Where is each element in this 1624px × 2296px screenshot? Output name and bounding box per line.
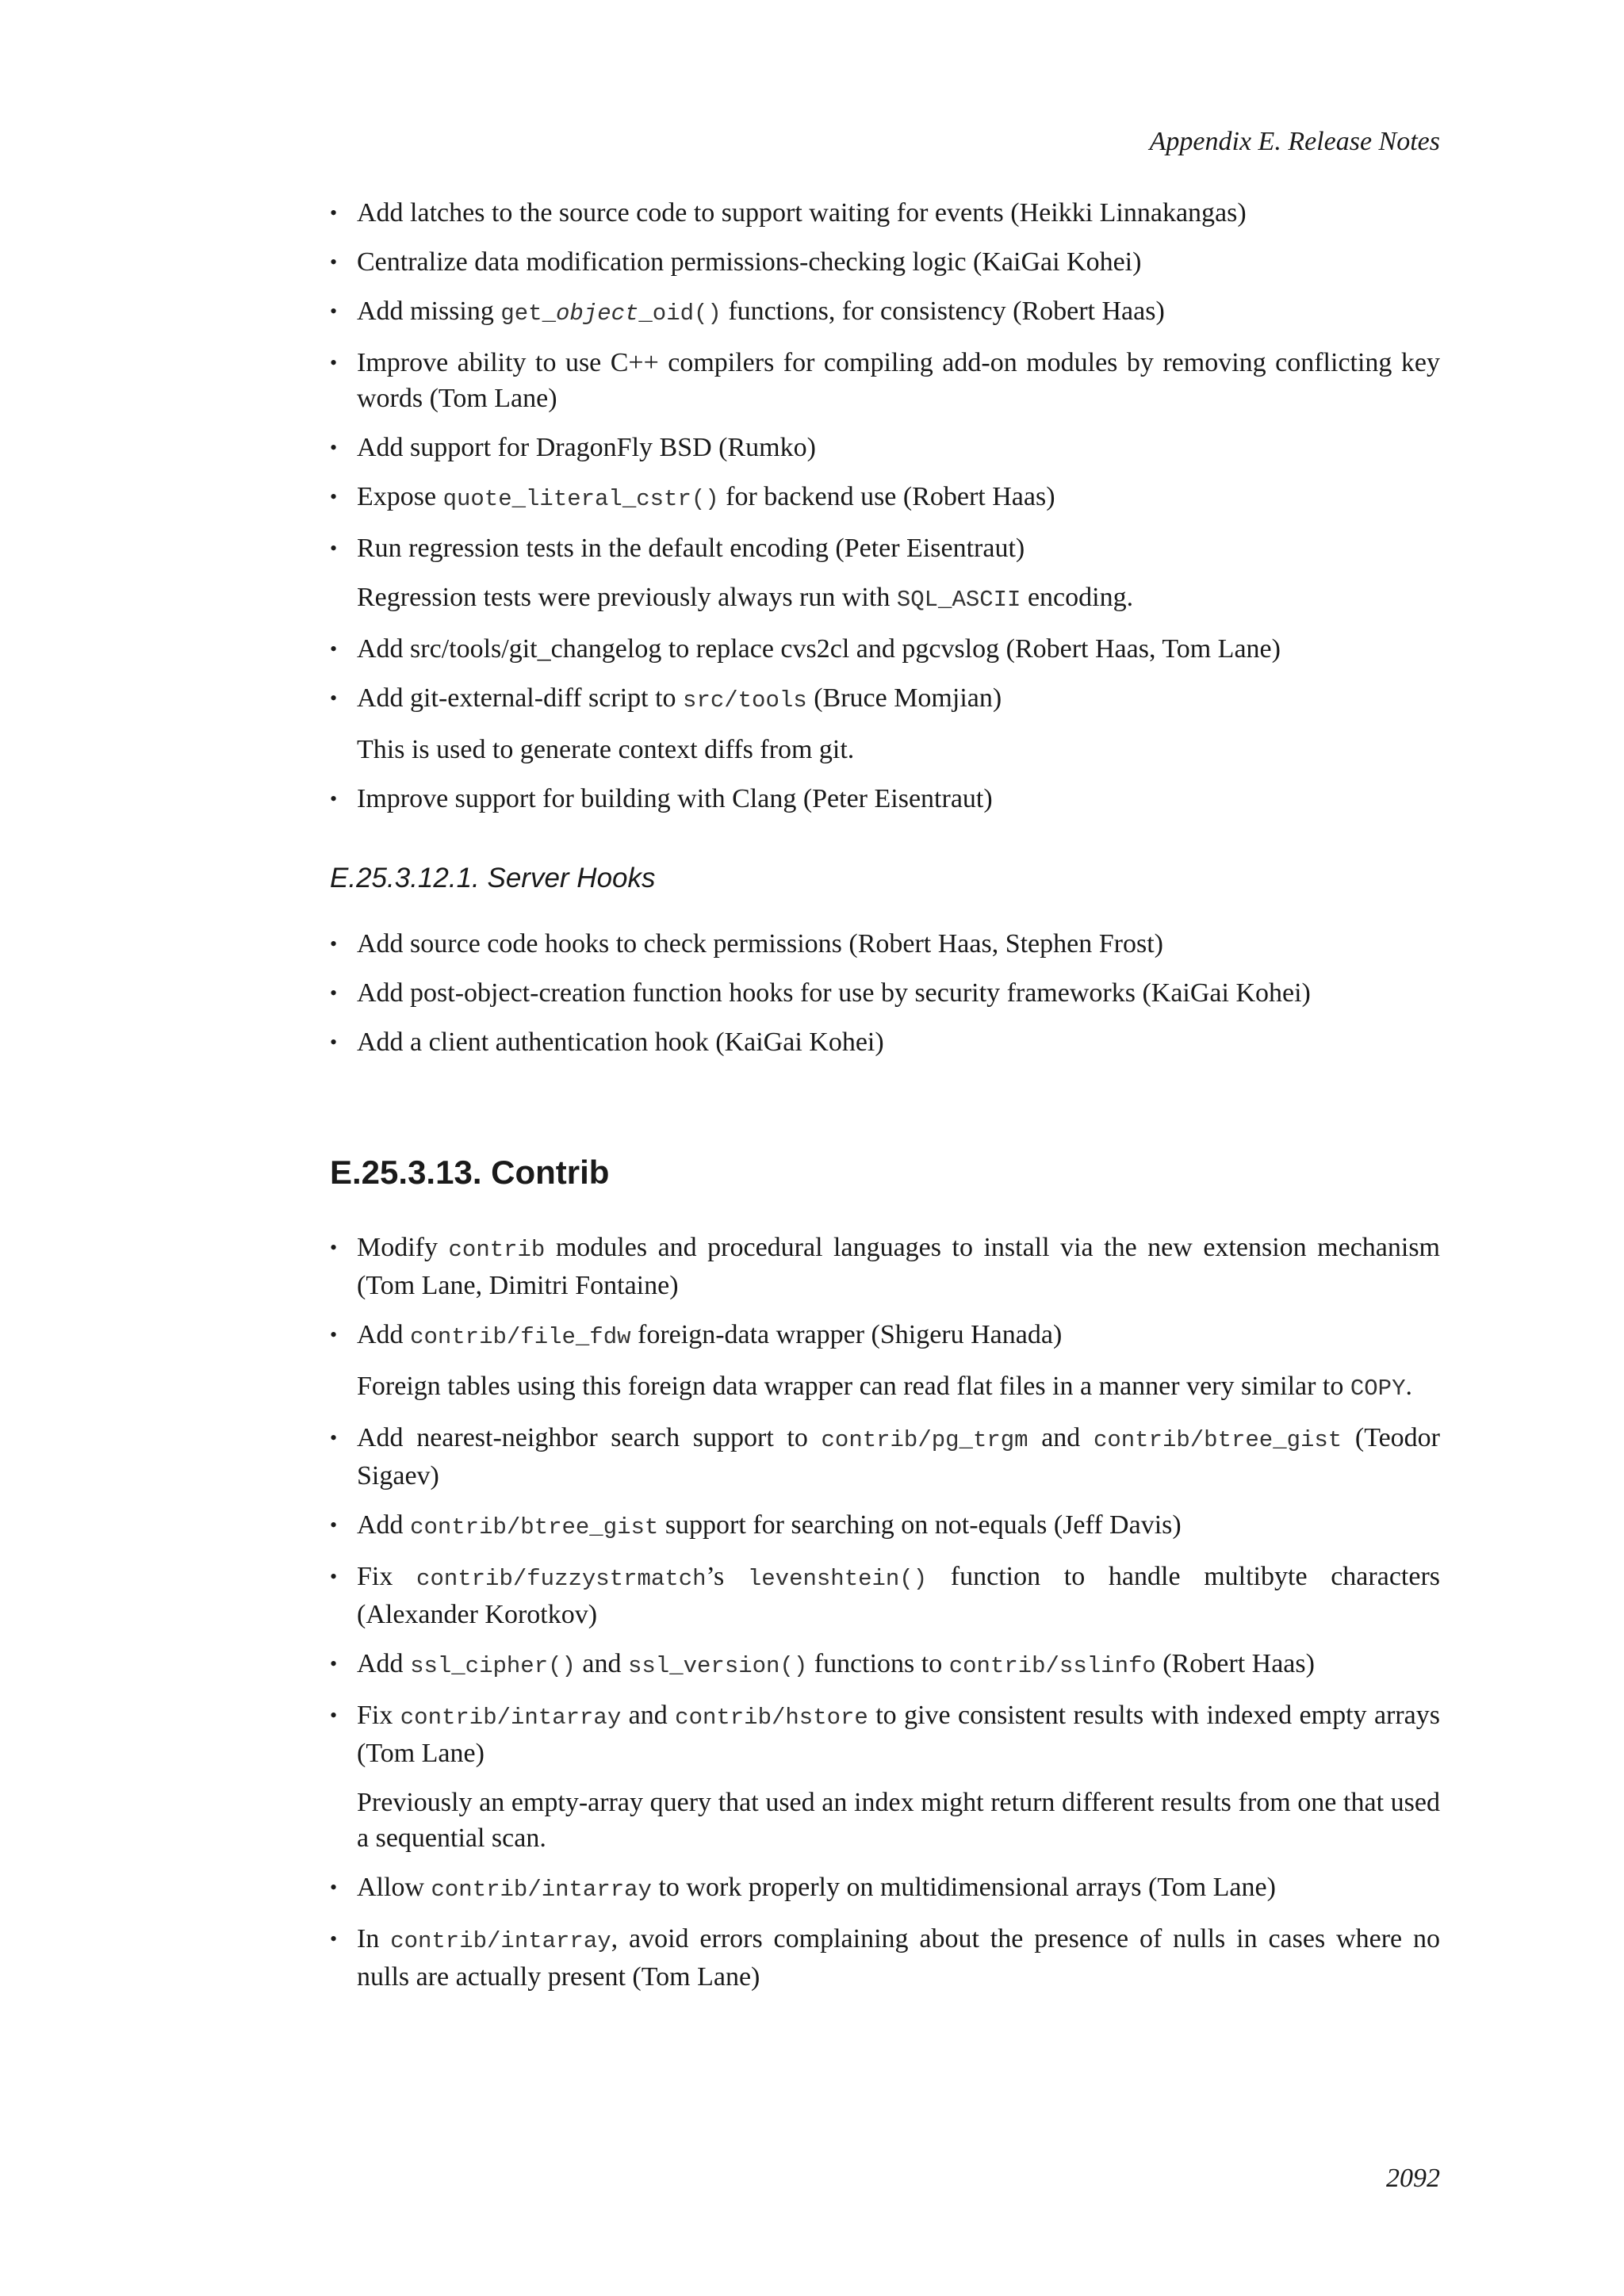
code-term: levenshtein() (747, 1566, 928, 1592)
list-item: • Add latches to the source code to support waiting for events (Heikki Linnakangas) (330, 195, 1440, 231)
section-heading: E.25.3.13. Contrib (330, 1154, 610, 1191)
list-item: • Add contrib/file_fdw foreign-data wrapper (Shigeru Hanada) Foreign tables using this foreign data wrapper can read flat files in a manner very similar to COPY. (330, 1317, 1440, 1406)
item-note: Regression tests were previously always run with SQL_ASCII encoding. (357, 583, 1134, 613)
list-item: • Allow contrib/intarray to work properly on multidimensional arrays (Tom Lane) (330, 1869, 1440, 1908)
list-item: • Add missing get_object_oid() functions, for consistency (Robert Haas) (330, 293, 1440, 331)
bullet-icon: • (330, 351, 338, 374)
code-term: COPY (1350, 1376, 1406, 1402)
bullet-icon: • (330, 485, 338, 508)
bullet-icon: • (330, 932, 338, 955)
bullet-icon: • (330, 251, 338, 274)
bullet-icon: • (330, 687, 338, 710)
item-note: This is used to generate context diffs from git. (357, 735, 855, 764)
code-term: src/tools (683, 687, 807, 714)
code-term: contrib/fuzzystrmatch (416, 1566, 707, 1592)
list-item: • Add contrib/btree_gist support for searching on not-equals (Jeff Davis) (330, 1507, 1440, 1545)
list-item: • Add source code hooks to check permissions (Robert Haas, Stephen Frost) (330, 926, 1440, 962)
list-item: • Add post-object-creation function hooks for use by security frameworks (KaiGai Kohei) (330, 975, 1440, 1011)
bullet-list-server-hooks (330, 926, 1440, 1060)
code-term: contrib/file_fdw (410, 1324, 631, 1350)
bullet-list-contrib (330, 1230, 1440, 1995)
code-term: contrib/intarray (431, 1877, 652, 1903)
bullet-icon: • (330, 1565, 338, 1588)
bullet-icon: • (330, 1236, 338, 1259)
list-item: • Improve support for building with Clang (Peter Eisentraut) (330, 781, 1440, 817)
bullet-icon: • (330, 1426, 338, 1449)
running-header: Appendix E. Release Notes (1149, 127, 1440, 156)
bullet-icon: • (330, 1876, 338, 1899)
page-content (330, 195, 1440, 2008)
code-term: SQL_ASCII (896, 587, 1021, 613)
code-term: ssl_cipher() (410, 1653, 576, 1679)
code-term: quote_literal_cstr() (442, 486, 719, 512)
bullet-icon: • (330, 201, 338, 224)
bullet-icon: • (330, 1513, 338, 1536)
code-term: contrib/sslinfo (948, 1653, 1156, 1679)
list-item: • Run regression tests in the default encoding (Peter Eisentraut) Regression tests were previously always run with SQL_ASCII encoding. (330, 530, 1440, 618)
list-item: • Fix contrib/intarray and contrib/hstore to give consistent results with indexed empty arrays (Tom Lane) Previously an empty-array query that used an index might return different results from one that used a sequential scan. (330, 1697, 1440, 1856)
list-item: • In contrib/intarray, avoid errors complaining about the presence of nulls in cases where no nulls are actually present (Tom Lane) (330, 1921, 1440, 1995)
bullet-icon: • (330, 436, 338, 459)
code-term: contrib/hstore (675, 1705, 868, 1731)
bullet-icon: • (330, 1652, 338, 1675)
item-note: Foreign tables using this foreign data wrapper can read flat files in a manner very similar to COPY. (357, 1372, 1412, 1402)
code-term: contrib/intarray (400, 1705, 622, 1731)
bullet-icon: • (330, 787, 338, 810)
code-term: get_object_oid() (500, 300, 722, 327)
list-item: • Improve ability to use C++ compilers for compiling add-on modules by removing conflicting key words (Tom Lane) (330, 345, 1440, 416)
list-item: • Add support for DragonFly BSD (Rumko) (330, 430, 1440, 465)
bullet-list-general (330, 195, 1440, 817)
list-item: • Add ssl_cipher() and ssl_version() functions to contrib/sslinfo (Robert Haas) (330, 1646, 1440, 1684)
list-item: • Add git-external-diff script to src/tools (Bruce Momjian) This is used to generate context diffs from git. (330, 680, 1440, 767)
item-note: Previously an empty-array query that used an index might return different results from one that used a sequential scan. (357, 1788, 1440, 1853)
code-term: ssl_version() (628, 1653, 808, 1679)
subsection-heading: E.25.3.12.1. Server Hooks (330, 863, 656, 894)
list-item: • Add src/tools/git_changelog to replace cvs2cl and pgcvslog (Robert Haas, Tom Lane) (330, 631, 1440, 667)
bullet-icon: • (330, 637, 338, 660)
bullet-icon: • (330, 982, 338, 1004)
list-item: • Fix contrib/fuzzystrmatch’s levenshtein() function to handle multibyte characters (Alexander Korotkov) (330, 1559, 1440, 1632)
list-item: • Modify contrib modules and procedural languages to install via the new extension mechanism (Tom Lane, Dimitri Fontaine) (330, 1230, 1440, 1303)
bullet-icon: • (330, 537, 338, 560)
list-item: • Add a client authentication hook (KaiGai Kohei) (330, 1024, 1440, 1060)
bullet-icon: • (330, 1704, 338, 1727)
bullet-icon: • (330, 1031, 338, 1054)
list-item: • Expose quote_literal_cstr() for backend use (Robert Haas) (330, 479, 1440, 517)
code-term: contrib/btree_gist (410, 1514, 659, 1540)
bullet-icon: • (330, 1323, 338, 1346)
code-term: contrib/intarray (390, 1928, 611, 1954)
code-term: contrib/pg_trgm (821, 1427, 1028, 1453)
bullet-icon: • (330, 300, 338, 323)
bullet-icon: • (330, 1927, 338, 1950)
code-term: contrib (448, 1237, 546, 1263)
code-term: contrib/btree_gist (1093, 1427, 1342, 1453)
list-item: • Add nearest-neighbor search support to contrib/pg_trgm and contrib/btree_gist (Teodor Sigaev) (330, 1420, 1440, 1494)
list-item: • Centralize data modification permissions-checking logic (KaiGai Kohei) (330, 244, 1440, 280)
page-number: 2092 (1386, 2164, 1440, 2193)
